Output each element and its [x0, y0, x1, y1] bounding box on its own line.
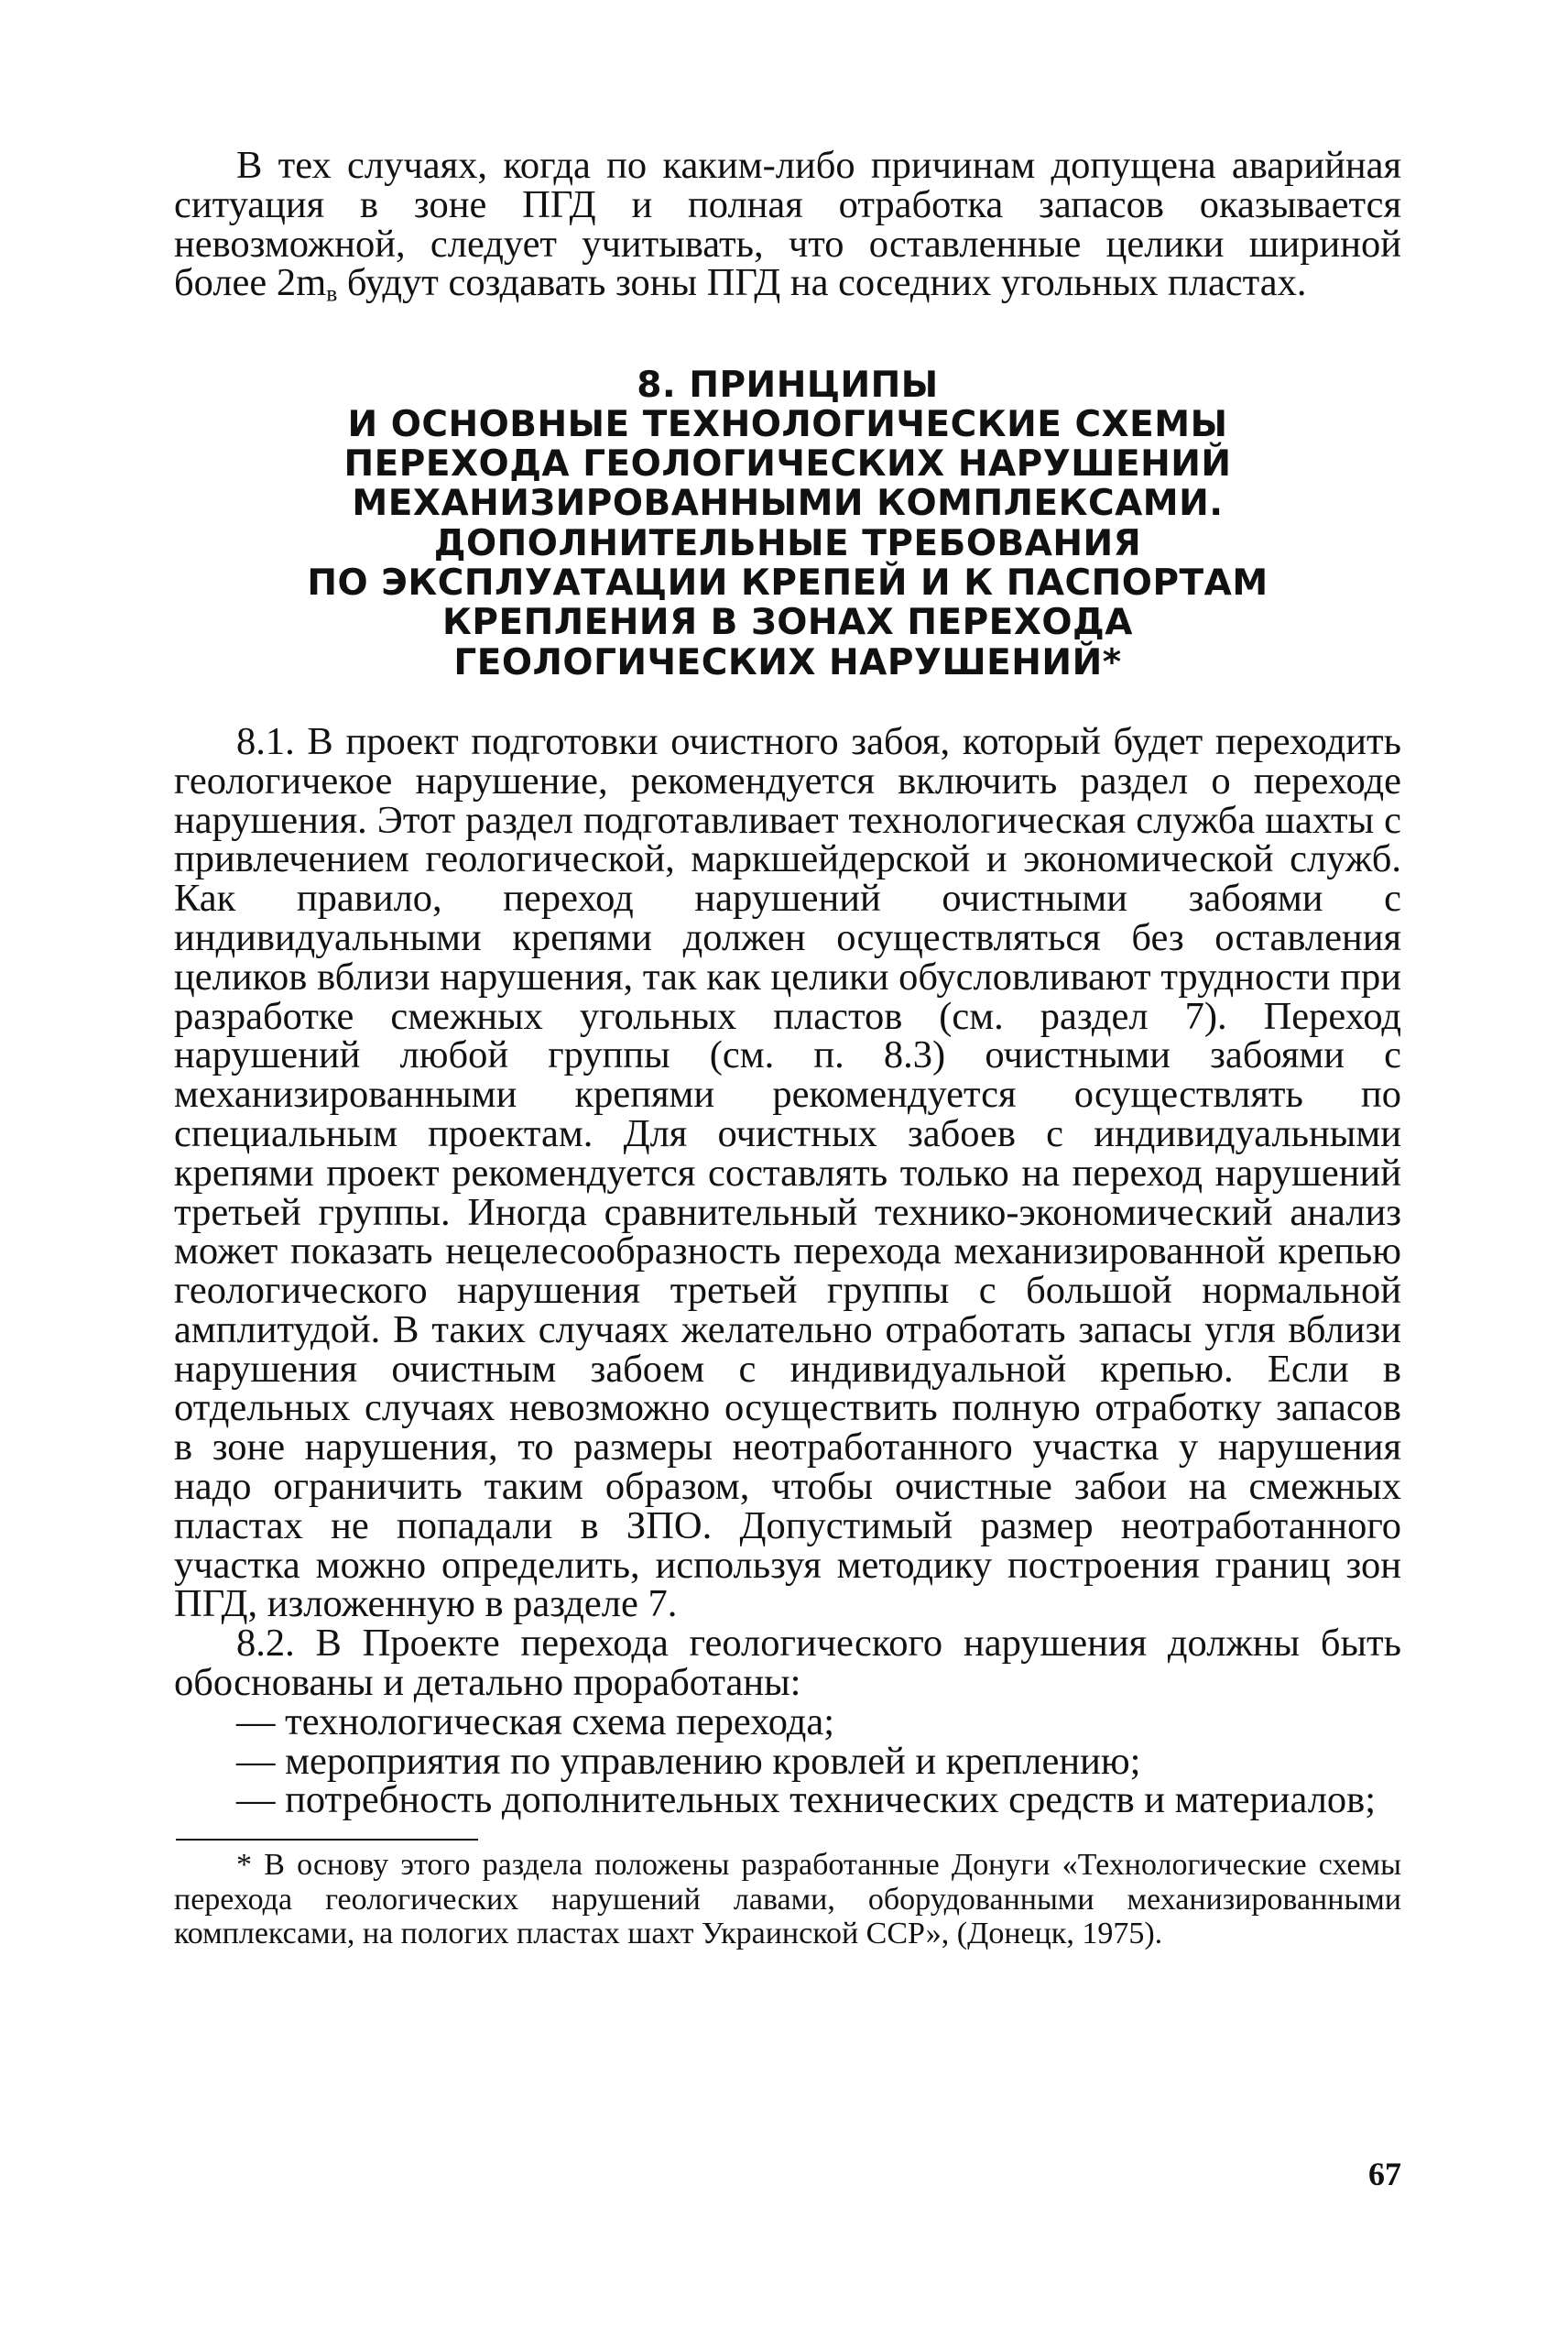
paragraph-8-1: 8.1. В проект подготовки очистного забоя, который будет переходить геологичекое нарушение, рекомендуется включить раздел о переходе нарушения. Этот раздел подготавливает технологическая служба шахты с привлечением геологической, маркшейдерской и экономической служб. Как правило, переход нарушений очистными забоями с индивидуальными крепями должен осуществляться без оставления целиков вблизи нарушения, так как целики обусловливают трудности при разработке смежных угольных пластов (см. раздел 7). Переход нарушений любой группы (см. п. 8.3) очистными забоями с механизированными крепями рекомендуется осуществлять по специальным проектам. Для очистных забоев с индивидуальными крепями проект рекомендуется составлять только на переход нарушений третьей группы. Иногда сравнительный технико-экономический анализ может показать нецелесообразность перехода механизированной крепью геологического нарушения третьей группы с большой нормальной амплитудой. В таких случаях желательно отработать запасы угля вблизи нарушения очистным забоем с индивидуальной крепью. Если в отдельных случаях невозможно осуществить полную отработку запасов в зоне нарушения, то размеры неотработанного участка у нарушения надо ограничить таким образом, чтобы очистные забои на смежных пластах не попадали в ЗПО. Допустимый размер неотработанного участка можно определить, используя методику построения границ зон ПГД, изложенную в разделе 7. — [174, 719, 1401, 1626]
intro-paragraph — [174, 144, 1401, 314]
intro-text-a: В тех случаях, когда по каким-либо причинам допущена аварийная ситуация в зоне ПГД и полная отработка запасов оказывается невозможной, следует учитывать, что оставленные целики шириной более 2m — [174, 144, 1401, 305]
heading-line: ГЕОЛОГИЧЕСКИХ НАРУШЕНИЙ* — [453, 641, 1122, 683]
intro-subscript: в — [326, 279, 338, 307]
list-item: — потребность дополнительных технических средств и материалов; — [236, 1778, 1377, 1822]
heading-line: МЕХАНИЗИРОВАННЫМИ КОМПЛЕКСАМИ. — [352, 483, 1224, 525]
footnote-divider — [176, 1839, 478, 1841]
heading-line: КРЕПЛЕНИЯ В ЗОНАХ ПЕРЕХОДА — [442, 602, 1133, 644]
list-item: — мероприятия по управлению кровлей и креплению; — [236, 1739, 1141, 1783]
footnote: * В основу этого раздела положены разработанные Донуги «Технологические схемы перехода геологических нарушений лавами, оборудованными механизированными комплексами, на пологих пластах шахт Украинской ССР», (Донецк, 1975). — [174, 1848, 1401, 1951]
section-heading — [174, 366, 1401, 683]
list-item: — технологическая схема перехода; — [236, 1699, 835, 1743]
paragraph-8-2: 8.2. В Проекте перехода геологического нарушения должны быть обоснованы и детально проработаны: — [174, 1622, 1401, 1705]
heading-line: ПЕРЕХОДА ГЕОЛОГИЧЕСКИХ НАРУШЕНИЙ — [343, 443, 1232, 486]
heading-line: И ОСНОВНЫЕ ТЕХНОЛОГИЧЕСКИЕ СХЕМЫ — [347, 403, 1228, 445]
heading-line: ДОПОЛНИТЕЛЬНЫЕ ТРЕБОВАНИЯ — [433, 522, 1142, 564]
heading-line: 8. ПРИНЦИПЫ — [637, 364, 939, 406]
heading-line: ПО ЭКСПЛУАТАЦИИ КРЕПЕЙ И К ПАСПОРТАМ — [307, 563, 1269, 605]
page-body — [174, 144, 1401, 1951]
page-number: 67 — [1368, 2156, 1401, 2192]
intro-text-b: будут создавать зоны ПГД на соседних угольных пластах. — [337, 261, 1307, 305]
